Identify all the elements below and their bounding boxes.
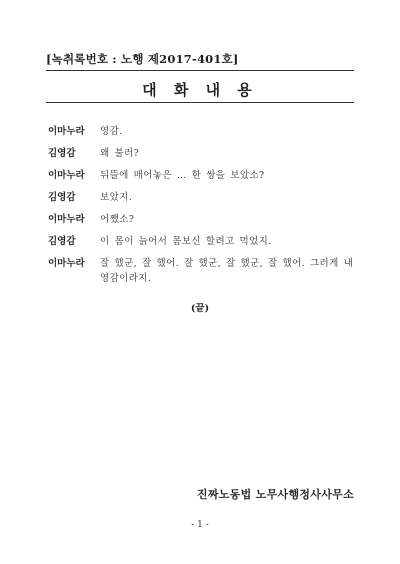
dialogue-list bbox=[48, 124, 360, 293]
page-number: - 1 - bbox=[191, 520, 209, 530]
utterance-text: 영감. bbox=[100, 126, 123, 137]
dialogue-line bbox=[48, 124, 360, 139]
speaker-name: 김영감 bbox=[48, 148, 76, 159]
speaker-name: 이마누라 bbox=[48, 214, 85, 225]
utterance-text: 이 몸이 늙어서 몸보신 할려고 먹었지. bbox=[100, 236, 272, 247]
utterance-text: 잘 했군, 잘 했어. 잘 했군, 잘 했군, 잘 했어. 그러게 내 영감이라지. bbox=[100, 258, 354, 284]
speaker-name: 김영감 bbox=[48, 236, 76, 247]
end-mark: (끝) bbox=[190, 303, 210, 314]
dialogue-line bbox=[48, 190, 360, 205]
document-title: 대 화 내 용 bbox=[142, 81, 258, 99]
dialogue-line bbox=[48, 168, 360, 183]
dialogue-line bbox=[48, 256, 360, 286]
record-number: [녹취록번호 : 노행 제2017-401호] bbox=[46, 52, 239, 66]
header-bottom-rule bbox=[46, 102, 354, 103]
speaker-name: 김영감 bbox=[48, 192, 76, 203]
utterance-text: 뒤뜰에 매어놓은 … 한 쌍을 보았소? bbox=[100, 170, 265, 181]
utterance-text: 보았지. bbox=[100, 192, 133, 203]
dialogue-line bbox=[48, 146, 360, 161]
office-name: 진짜노동법 노무사행정사사무소 bbox=[196, 488, 354, 501]
header-top-rule bbox=[46, 70, 354, 71]
utterance-text: 어쨌소? bbox=[100, 214, 135, 225]
speaker-name: 이마누라 bbox=[48, 258, 85, 269]
dialogue-line bbox=[48, 212, 360, 227]
utterance-text: 왜 불러? bbox=[100, 148, 140, 159]
dialogue-line bbox=[48, 234, 360, 249]
speaker-name: 이마누라 bbox=[48, 170, 85, 181]
speaker-name: 이마누라 bbox=[48, 126, 85, 137]
